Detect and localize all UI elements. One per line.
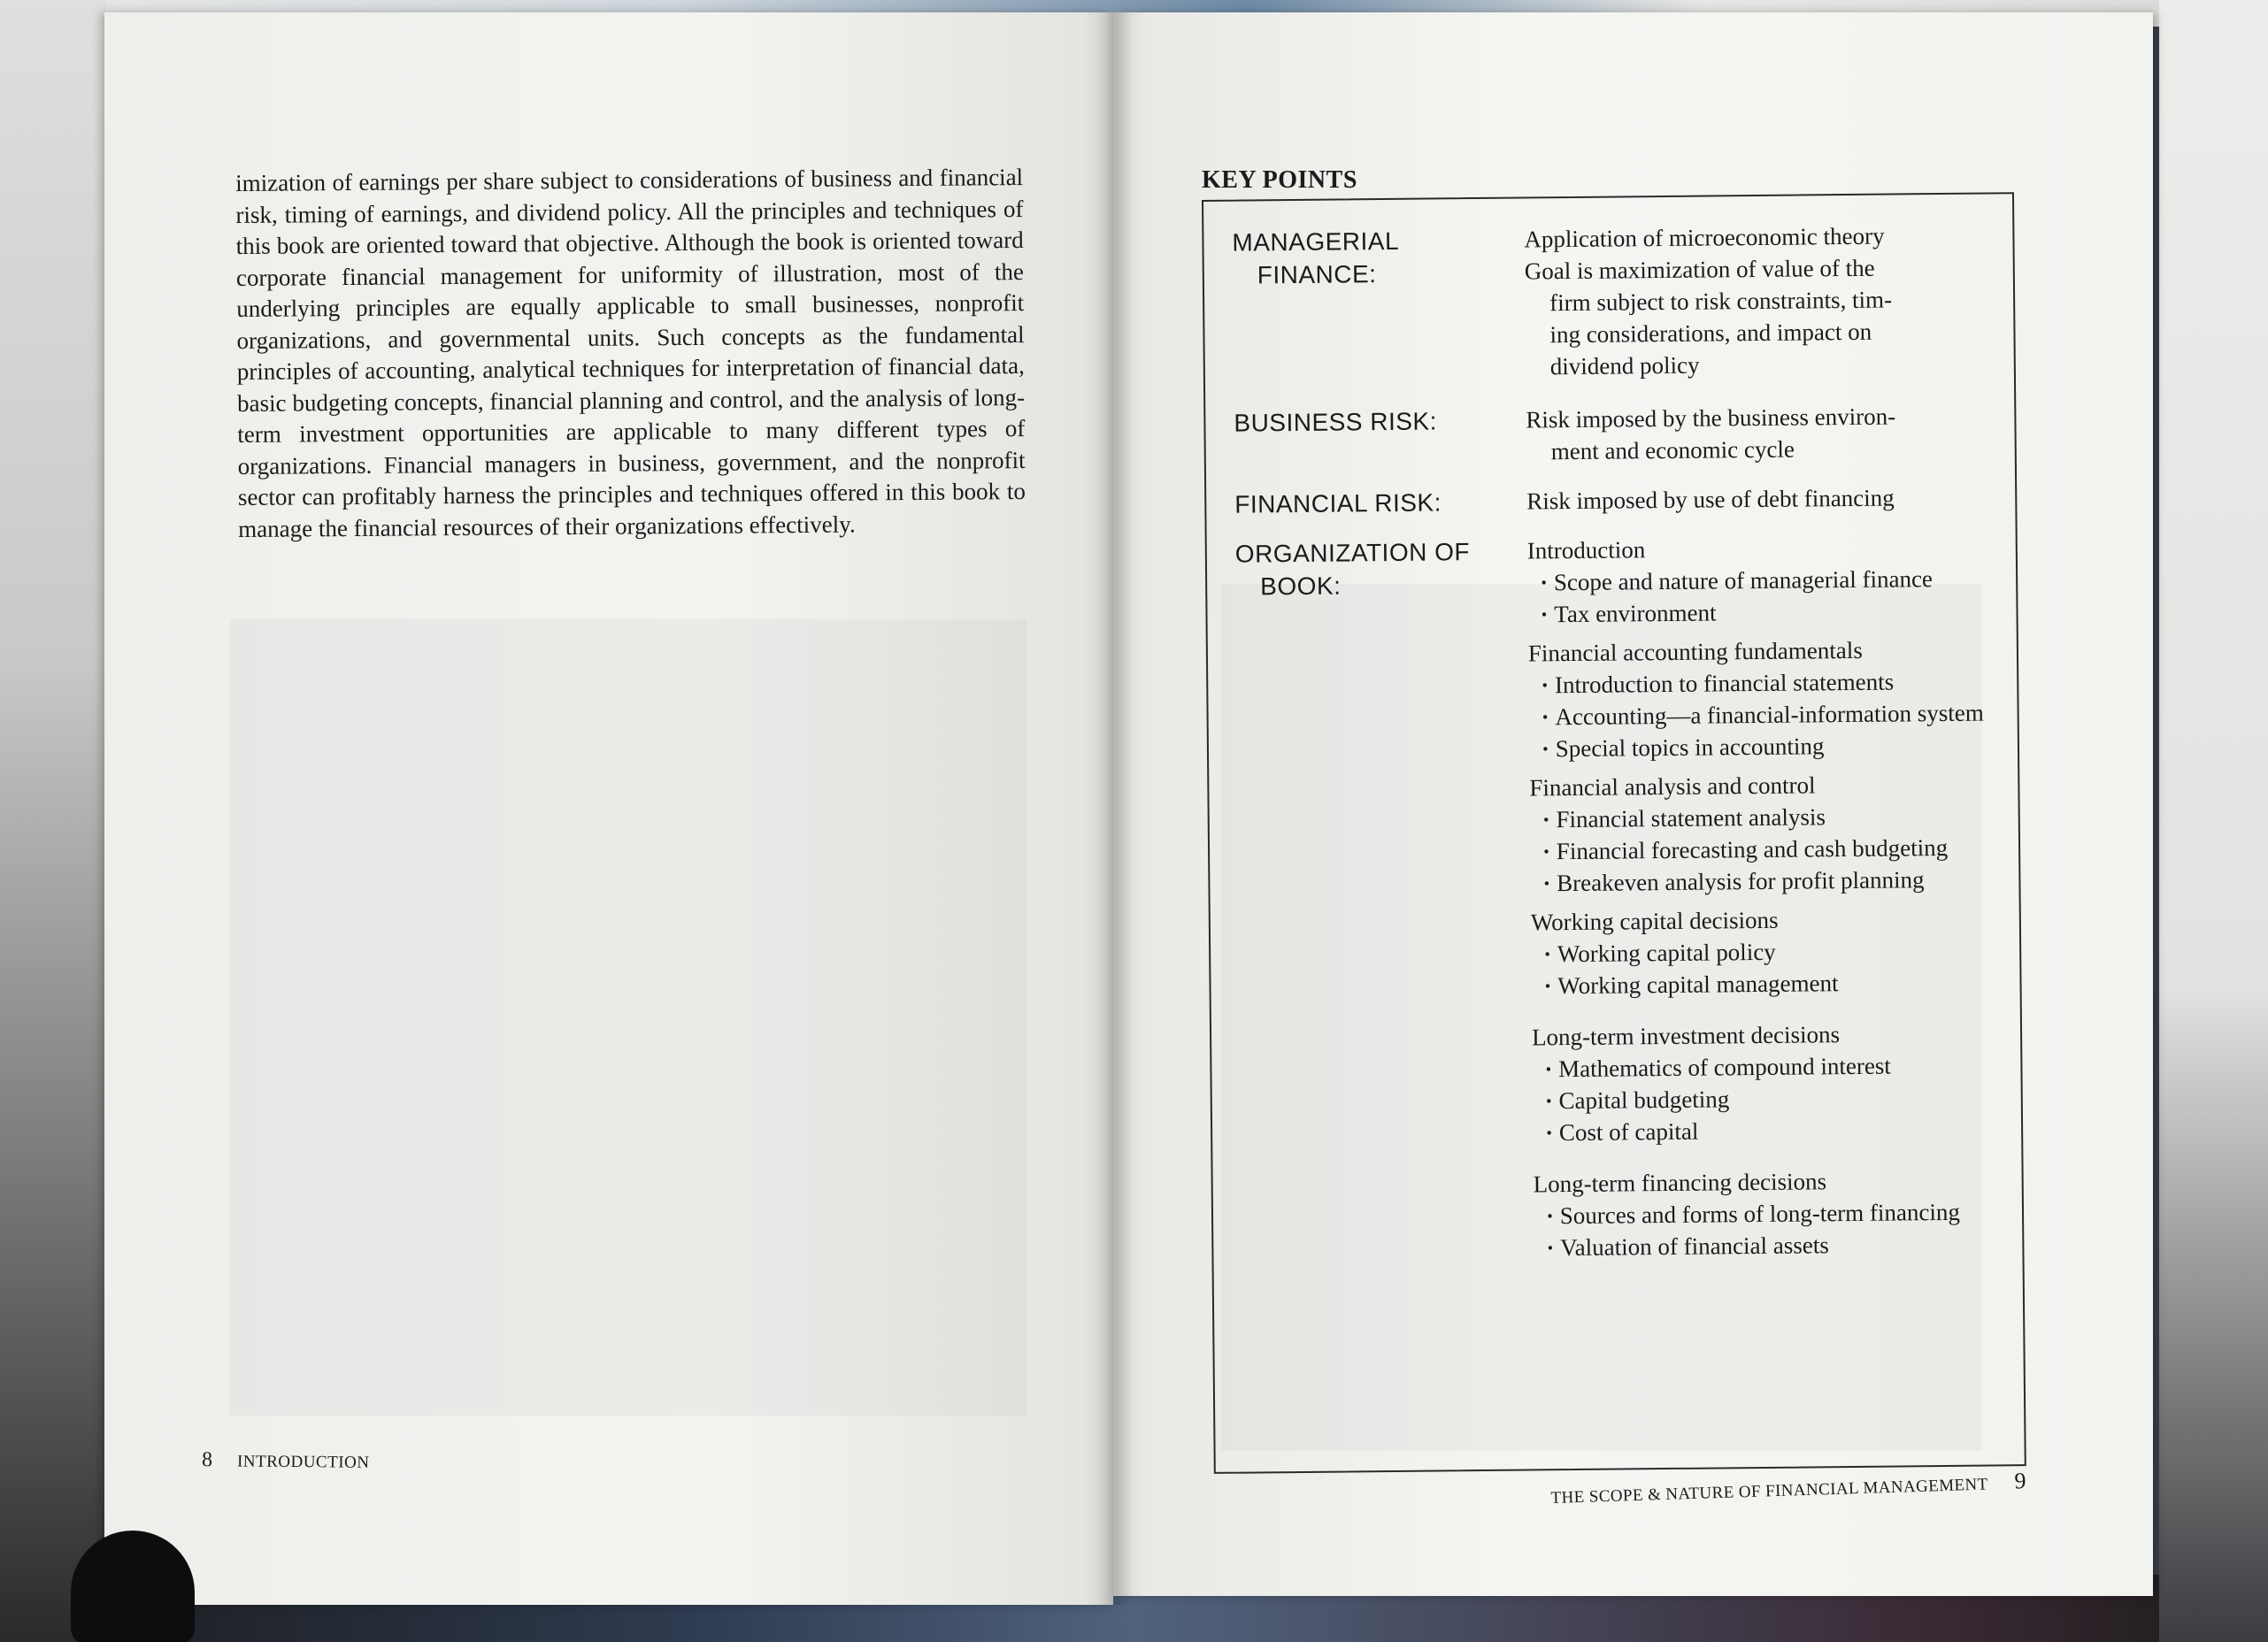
page-number-left: 8 [201, 1448, 213, 1472]
outline-bullet-item: · Cost of capital [1533, 1112, 2002, 1148]
desc-financial-risk: Risk imposed by use of debt financing [1526, 484, 1895, 515]
outline-bullet-item: · Special topics in accounting [1529, 728, 1998, 764]
label-business-risk: BUSINESS RISK: [1234, 407, 1438, 437]
desc-business-risk: Risk imposed by the business environ- ment and economic cycle [1526, 403, 1896, 465]
label-organization: ORGANIZATION OF BOOK: [1234, 538, 1471, 601]
outline-bullet-item: · Sources and forms of long-term financing [1534, 1195, 2003, 1232]
body-paragraph: imization of earnings per share subject to considerations of business and financial risk, timing of earnings, and dividend policy. All the principles and techniques of this book are oriented toward that objective. Although the book is oriented toward corporate financial management for uniformity of illustration, most of the underlying principles are equally applicable to small businesses, nonprofit organizations, and governmental units. Such concepts as the fundamental principles of accounting, analytical techniques for interpretation of financial data, basic budgeting concepts, financial planning and control, and the analysis of long-term investment opportunities are applicable to many different types of organizations. Financial managers in business, government, and the nonprofit sector can profitably harness the principles and techniques offered in this book to manage the financial resources of their organizations effectively. [235, 164, 1026, 542]
outline-bullet-item: · Financial forecasting and cash budgeting [1530, 831, 1999, 867]
outline-bullet-item: · Mathematics of compound interest [1532, 1048, 2001, 1085]
left-folio [202, 1448, 370, 1474]
row-organization [1207, 530, 2016, 1262]
key-points-box [1202, 192, 2026, 1474]
book-gutter [1097, 12, 1133, 1605]
desc-managerial-finance: Application of microeconomic theory Goal is maximization of value of the firm subject to risk constraints, tim- ing considerations, and impact on dividend policy [1524, 222, 1893, 380]
row-managerial-finance [1203, 219, 2012, 380]
show-through-text [230, 619, 1026, 1416]
outline-bullet-item: · Accounting—a financial-information system [1528, 696, 1997, 733]
outline-bullet-item: · Valuation of financial assets [1534, 1227, 2003, 1263]
outline-group [1534, 1163, 2003, 1263]
outline-group-title: Financial analysis and control [1529, 771, 1816, 802]
row-business-risk [1205, 399, 2014, 465]
outline-group [1532, 1017, 2002, 1148]
key-points-heading: KEY POINTS [1202, 166, 1357, 194]
outline-bullet-item: · Financial statement analysis [1530, 799, 1999, 835]
label-financial-risk: FINANCIAL RISK: [1234, 488, 1442, 518]
outline-bullet-item: · Tax environment [1527, 594, 1996, 630]
page-number-right: 9 [2014, 1468, 2026, 1494]
outline-bullet-item: · Introduction to financial statements [1528, 664, 1997, 701]
outline-group-title: Financial accounting fundamentals [1527, 636, 1863, 667]
outline-group-title: Long-term financing decisions [1533, 1168, 1827, 1198]
outline-group [1527, 530, 1997, 630]
label-managerial-finance: MANAGERIAL FINANCE: [1232, 226, 1400, 289]
outline-group-title: Introduction [1526, 536, 1646, 564]
outline-group [1528, 633, 1998, 764]
outline-group-title: Working capital decisions [1530, 906, 1779, 936]
outline-bullet-item: · Working capital policy [1531, 933, 2000, 970]
background-right [2159, 0, 2268, 1642]
outline-group [1531, 902, 2001, 1001]
organization-outline [1527, 530, 2003, 1270]
outline-bullet-item: · Working capital management [1531, 965, 2000, 1001]
outline-bullet-item: · Breakeven analysis for profit planning [1530, 863, 1999, 899]
running-head-right: THE SCOPE & NATURE OF FINANCIAL MANAGEMENT [1550, 1475, 1988, 1508]
background-left [0, 0, 106, 1642]
outline-bullet-item: · Scope and nature of managerial finance [1527, 562, 1996, 598]
running-head-left: INTRODUCTION [236, 1452, 370, 1472]
outline-group-title: Long-term investment decisions [1531, 1021, 1841, 1051]
outline-group [1529, 767, 1999, 899]
row-financial-risk [1206, 480, 2015, 518]
outline-bullet-item: · Capital budgeting [1533, 1080, 2002, 1116]
